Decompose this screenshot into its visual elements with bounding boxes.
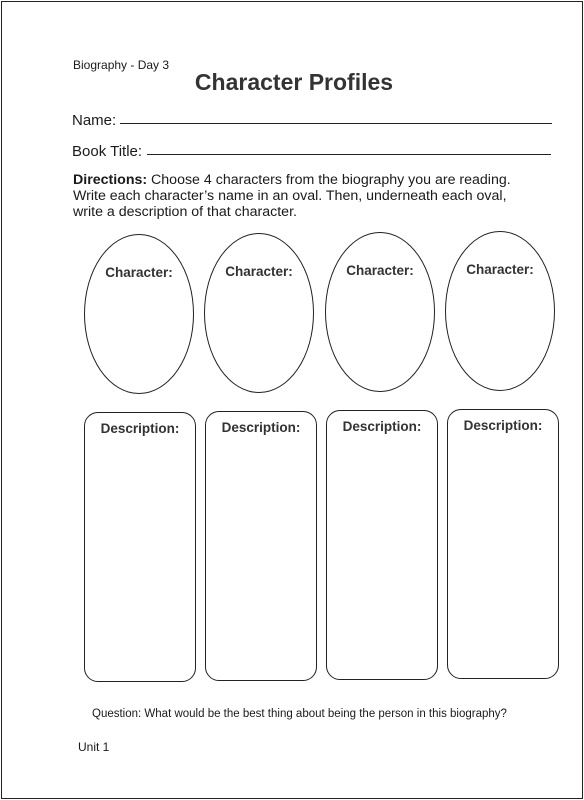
question-text: Question: What would be the best thing about being the person in this biography? (92, 708, 507, 720)
name-label: Name: (72, 112, 117, 129)
directions-lead: Directions: (73, 172, 148, 188)
character-oval-3[interactable] (325, 232, 435, 392)
name-line[interactable] (120, 123, 552, 124)
character-oval-2[interactable] (204, 233, 314, 393)
character-oval-4[interactable] (445, 231, 555, 391)
description-label: Description: (463, 418, 543, 433)
worksheet-page (1, 1, 583, 799)
unit-label: Unit 1 (78, 740, 110, 754)
character-oval-1[interactable] (84, 234, 194, 394)
character-label: Character: (466, 262, 534, 277)
description-label: Description: (221, 420, 301, 435)
description-box-1[interactable] (84, 412, 196, 682)
description-box-3[interactable] (326, 410, 438, 680)
description-box-2[interactable] (205, 411, 317, 681)
directions-line-3: write a description of that character. (73, 204, 297, 220)
directions-text (73, 172, 511, 220)
worksheet-subtitle: Biography - Day 3 (73, 58, 170, 72)
book-title-label: Book Title: (72, 143, 143, 160)
character-label: Character: (346, 263, 414, 278)
book-title-line[interactable] (147, 154, 551, 155)
description-label: Description: (100, 421, 180, 436)
description-box-4[interactable] (447, 409, 559, 679)
directions-line-2: Write each character’s name in an oval. Then, underneath each oval, (73, 188, 507, 204)
directions-line-1: Choose 4 characters from the biography you are reading. (147, 172, 511, 188)
character-label: Character: (225, 264, 293, 279)
page-title: Character Profiles (194, 69, 394, 95)
description-label: Description: (342, 419, 422, 434)
character-label: Character: (105, 265, 173, 280)
